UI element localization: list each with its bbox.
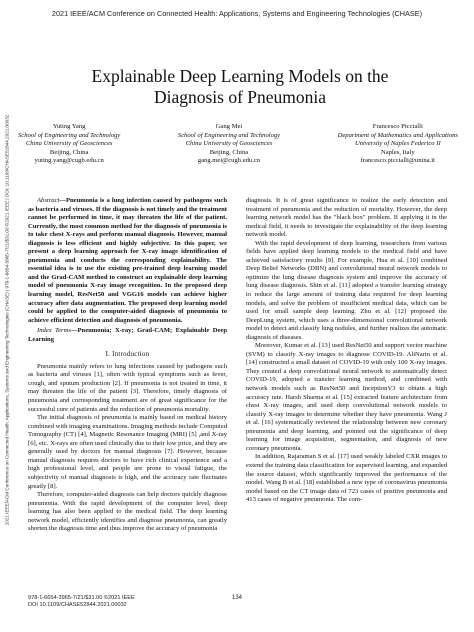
author-institution: University of Naples Federico II bbox=[354, 140, 441, 148]
sidebar-citation-text: 2021 IEEE/ACM Conference on Connected Health: Applications, Systems and Engineering Technologies (CHASE) | 978-1-6654-3965-7/21/$31.00 ©2021 IEEE | DOI: 10.1109/CHASE52844.2021.00032 bbox=[4, 114, 9, 526]
author-affiliation: Department of Mathematics and Applications bbox=[337, 131, 458, 139]
author-city: Beijing, China bbox=[209, 148, 249, 156]
sidebar-citation bbox=[2, 40, 11, 600]
body-paragraph: In addition, Rajaraman S et al. [17] used weakly labeled CXR images to extend the training data classification for supervised learning, and expanded the source dataset, which significantly improved the performance of the model. Wang B et al. [18] established a new type of coronavirus pneumonia model based on the CT image data of 723 cases of positive pneumonia and 413 cases of negative pneumonia. The com- bbox=[246, 453, 447, 504]
footer-isbn: 978-1-6654-3965-7/21/$31.00 ©2021 IEEE bbox=[28, 595, 135, 601]
author-email: gang.mei@cugb.edu.cn bbox=[197, 157, 261, 165]
body-paragraph: Moreover, Kumar et al. [13] used ResNet50 and support vector machine (SVM) to classify X-ray images to diagnose COVID-19. AliNarin et al. [14] constructed a small dataset of COVID-19 with only 100 X-ray images. They created a deep convolutional neural network to automatically detect COVID-19, adopted a transfer learning method, and combined with network models such as ResNet50 and InceptionV3 to obtain a high accuracy rate. Harsh Sharma et al. [15] extracted feature architecture from chest X-ray images, and used deep convolutional network models to classify X-ray images to determine whether they have pneumonia. Wang J et al. [16] systematically reviewed the relationship between new coronary pneumonia and deep learning, and pointed out the significance of deep learning for image acquisition, segmentation, and diagnosis of new coronary pneumonia. bbox=[246, 342, 447, 452]
body-paragraph: Pneumonia mainly refers to lung infections caused by pathogens such as bacteria and viruses [1], often with typical symptoms such as fever, cough, and sputum production [2]. If pneumonia is not treated in time, it may threaten the life of the patient [3]. Therefore, timely diagnosis of pneumonia and corresponding treatment are of great significance for the successful cure of patients and the reduction of pneumonia mortality. bbox=[28, 362, 227, 413]
index-terms bbox=[28, 327, 227, 344]
author-institution: China University of Geosciences bbox=[185, 140, 273, 148]
index-terms-label: Index Terms bbox=[37, 327, 71, 335]
paper-title bbox=[40, 66, 440, 108]
author-email: francesco.piccialli@unina.it bbox=[360, 157, 435, 165]
abstract-text: —Pneumonia is a lung infection caused by pathogens such as bacteria and viruses. If the diagnosis is not timely and the treatment cannot be performed in time, it may threaten the life of the patient. Currently, the most common method for the diagnosis of pneumonia is to take chest X-rays and perform manual diagnosis. However, manual diagnosis is less efficient and highly subjective. In this paper, we present a deep learning approach for X-ray image identification of pneumonia and conducts the corresponding explainability. The essential idea is to use the existing pre-trained deep learning model and the Grad-CAM method to construct an explainable deep learning model of pneumonia X-ray image recognition. In the proposed deep learning model, ResNet50 and VGG16 models can achieve higher accuracy after data augmentation. The proposed deep learning model could be applied to the computer-aided diagnosis of pneumonia to achieve efficient detection and diagnosis of pneumonia. bbox=[28, 197, 227, 324]
author-1 bbox=[18, 123, 120, 166]
author-affiliation: School of Engineering and Technology bbox=[177, 131, 281, 139]
abstract-label: Abstract bbox=[37, 197, 60, 204]
page-number: 134 bbox=[231, 595, 242, 601]
title-line-1: Explainable Deep Learning Models on the bbox=[91, 66, 389, 86]
body-paragraph: diagnosis. It is of great significance to realize the early detection and treatment of pneumonia and the reduction of mortality. However, the deep learning network model has the "black box" problem. If applying it in the medical field, it needs to investigate the explainability of the deep learning network model. bbox=[246, 197, 447, 239]
body-paragraph: Therefore, computer-aided diagnosis can help doctors quickly diagnose pneumonia. With the rapid development of the computer level, deep learning has also been applied to the medical field. The deep learning network model, efficiently identifies and diagnose pneumonia, can greatly shorten the diagnosis time and thus improve the accuracy of pneumonia bbox=[28, 491, 227, 533]
author-name: Gang Mei bbox=[215, 123, 243, 130]
section-heading: I. Introduction bbox=[105, 351, 150, 359]
author-email: yuting.yang@cugb.edu.cn bbox=[34, 157, 104, 165]
author-2 bbox=[178, 123, 280, 166]
body-paragraph: The initial diagnosis of pneumonia is mainly based on medical history combined with imaging examinations. Imaging methods include Computed Tomography (CT) [4], Magnetic Resonance Imaging (MRI) [5] ,and X-ray [6], etc. X-rays are often used clinically due to their low price, and they are generally used by doctors for manual diagnosis [7]. However, because manual diagnosis requires doctors to have rich clinical experience and a high professional level, and people are prone to visual fatigue, the subjectivity of manual diagnosis is high, and the accuracy rate fluctuates greatly [8]. bbox=[28, 414, 227, 490]
index-terms-text: —Pneumonia; X-ray; Grad-CAM; Explainable Deep Learning bbox=[28, 327, 227, 343]
author-name: Francesco Piccialli bbox=[372, 123, 423, 130]
abstract bbox=[28, 197, 227, 325]
body-paragraph: With the rapid development of deep learning, researchers from various fields have applied deep learning models to the medical field and have achieved satisfactory results [9]. For example, Hua et al. [10] combined Deep Belief Networks (DBN) and convolutional neural network models to optimize the lung disease diagnosis system and improve the accuracy of lung disease diagnosis. Shin et al. [11] adopted a transfer learning strategy to reduce the large amount of training data required for deep learning models, and solve the problem of insufficient medical data, which can be used for small sample deep learning. Zhu et al. [12] proposed the DeepLung system, which uses a three-dimensional convolutional network model to detect and classify lung nodules, and further realizes the automatic diagnosis of diseases. bbox=[246, 239, 447, 341]
author-institution: China University of Geosciences bbox=[25, 140, 113, 148]
author-3 bbox=[338, 123, 458, 166]
author-block bbox=[18, 123, 458, 166]
conference-header: 2021 IEEE/ACM Conference on Connected Health: Applications, Systems and Engineering Technologies (CHASE) bbox=[51, 9, 423, 18]
title-line-2: Diagnosis of Pneumonia bbox=[153, 87, 327, 107]
left-column bbox=[28, 197, 227, 534]
author-city: Naples, Italy bbox=[380, 148, 415, 156]
author-name: Yuting Yang bbox=[52, 123, 86, 130]
author-city: Beijing, China bbox=[49, 148, 89, 156]
author-affiliation: School of Engineering and Technology bbox=[18, 131, 121, 139]
right-column bbox=[246, 197, 447, 505]
footer-doi: DOI 10.1109/CHASE52844.2021.00032 bbox=[28, 602, 127, 608]
